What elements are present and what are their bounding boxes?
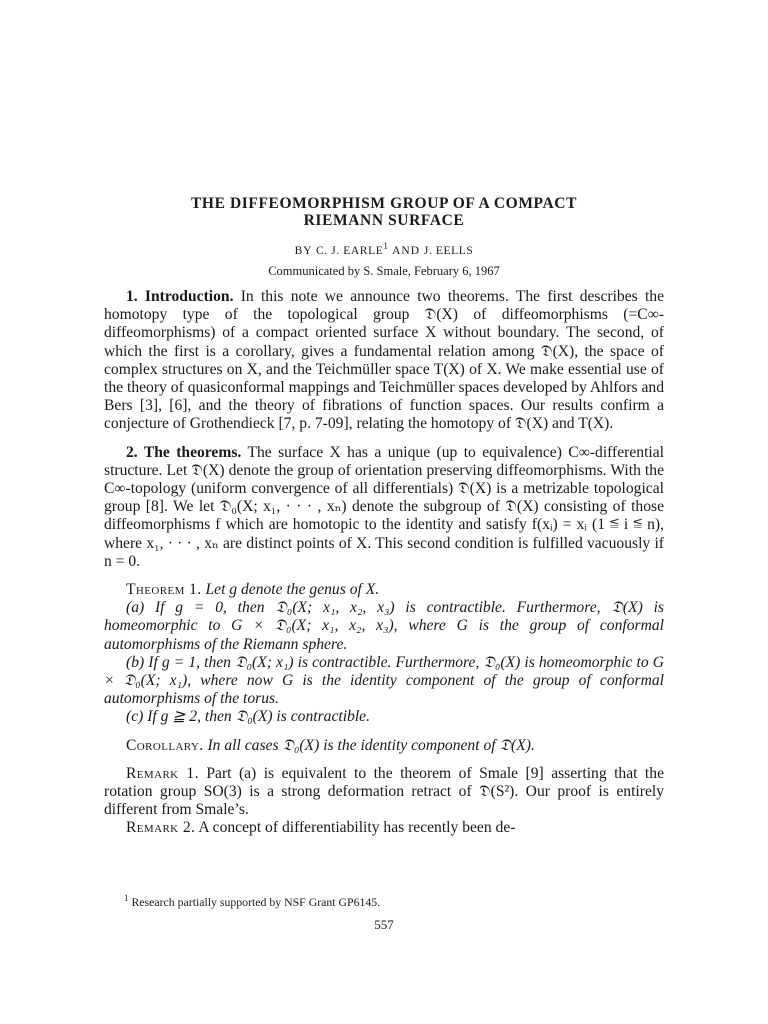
author-1: C. J. EARLE (316, 244, 384, 257)
section-text: In this note we announce two theorems. The first describes the homotopy type of the topological group 𝔇(X) of diffeomorphisms (=C∞-diffeomorphisms) of a compact oriented surface X without boundary. The second, of which the first is a corollary, gives a fundamental relation among 𝔇(X), the space of complex structures on X, and the Teichmüller space T(X) of X. We make essential use of the theory of quasiconformal mappings and Teichmüller spaces developed by Ahlfors and Bers [3], [6], and the theory of fibrations of function spaces. Our results confirm a conjecture of Grothendieck [7, p. 7-09], relating the homotopy of 𝔇(X) and T(X). (104, 288, 665, 433)
byline-and: AND (392, 244, 420, 257)
section-heading: 2. The theorems. (126, 443, 242, 461)
theorem-1-part-b: (b) If g = 1, then 𝔇₀(X; x₁) is contractible. Furthermore, 𝔇₀(X) is homeomorphic to G × 𝔇₀(X; x₁), where now G is the identity component of the group of conformal automorphisms of the torus. (104, 653, 664, 708)
title-line-2: RIEMANN SURFACE (303, 212, 465, 229)
theorem-1-part-c: (c) If g ≧ 2, then 𝔇₀(X) is contractible. (126, 708, 370, 726)
section-theorems (104, 444, 664, 571)
footnote-mark: 1 (124, 893, 129, 903)
remark-1 (104, 765, 664, 820)
footnote-text: Research partially supported by NSF Grant GP6145. (128, 894, 381, 909)
section-heading: 1. Introduction. (126, 288, 234, 305)
footnote (124, 893, 380, 910)
article-body (104, 288, 664, 838)
corollary-text: In all cases 𝔇₀(X) is the identity component of 𝔇(X). (203, 736, 535, 754)
remark-label: Remark 1. (126, 764, 199, 782)
communicated-line: Communicated by S. Smale, February 6, 1967 (268, 264, 500, 278)
remark-text: A concept of differentiability has recently been de- (195, 819, 516, 837)
remark-label: Remark 2. (126, 819, 196, 837)
theorem-label: Theorem 1. (126, 581, 202, 599)
theorem-text: Let g denote the genus of X. (201, 581, 380, 599)
author-1-footnote-mark: 1 (383, 241, 389, 251)
remark-text: Part (a) is equivalent to the theorem of Smale [9] asserting that the rotation group SO(3) is a strong deformation retract of 𝔇(S²). Our proof is entirely different from Smale’s. (104, 764, 664, 819)
theorem-1-statement (104, 581, 664, 599)
remark-2 (104, 819, 664, 837)
corollary-label: Corollary. (126, 736, 204, 754)
page-number: 557 (374, 917, 394, 932)
byline-prefix: BY (294, 244, 313, 257)
section-text: The surface X has a unique (up to equivalence) C∞-differential structure. Let 𝔇(X) denote the group of orientation preserving diffeomorphisms. With the C∞-topology (uniform convergence of all differentials) 𝔇(X) is a metrizable topological group [8]. We let 𝔇₀(X; x₁, · · · , xₙ) denote the subgroup of 𝔇(X) consisting of those diffeomorphisms f which are homotopic to the identity and satisfy f(xᵢ) = xᵢ (1 ≦ i ≦ n), where x₁, · · · , xₙ are distinct points of X. This second condition is fulfilled vacuously if n = 0. (104, 443, 664, 570)
author-2: J. EELLS (423, 244, 474, 257)
byline (0, 241, 768, 257)
theorem-1-part-a: (a) If g = 0, then 𝔇₀(X; x₁, x₂, x₃) is contractible. Furthermore, 𝔇(X) is homeomorphic to G × 𝔇₀(X; x₁, x₂, x₃), where G is the group of conformal automorphisms of the Riemann sphere. (104, 599, 664, 653)
corollary (104, 737, 664, 755)
title-line-1: THE DIFFEOMORPHISM GROUP OF A COMPACT (190, 195, 578, 212)
section-introduction (104, 288, 664, 434)
